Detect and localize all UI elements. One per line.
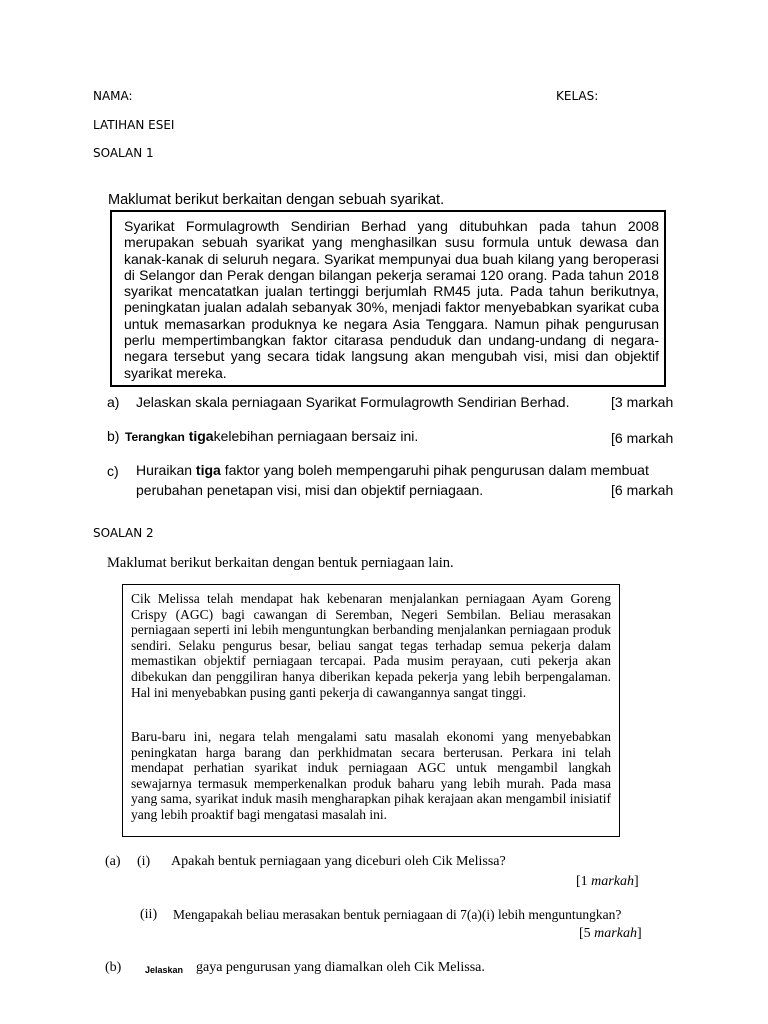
q2ai-mark-word: markah — [591, 874, 634, 889]
q2aii-label: (ii) — [140, 907, 158, 922]
q1a-label: a) — [107, 394, 120, 410]
q1b-label: b) — [107, 428, 120, 444]
q1c-mark: [6 markah — [611, 482, 674, 498]
q2aii-text: Mengapakah beliau merasakan bentuk perniagaan di 7(a)(i) lebih menguntungkan? — [173, 907, 622, 922]
soalan1-heading: SOALAN 1 — [93, 146, 154, 160]
q2aii-mark-close: ] — [636, 926, 642, 941]
q1c-bold: tiga — [195, 462, 221, 478]
q1b-prefix: Terangkan — [125, 430, 185, 444]
q1-passage-box — [110, 210, 666, 387]
q1b-bold: tiga — [188, 428, 214, 444]
q2ai-mark-open: [1 — [576, 874, 592, 889]
q2ai-text: Apakah bentuk perniagaan yang diceburi oleh Cik Melissa? — [171, 854, 506, 869]
q1a-mark: [3 markah — [611, 394, 674, 410]
latihan-heading: LATIHAN ESEI — [93, 118, 175, 132]
kelas-label: KELAS: — [556, 89, 599, 103]
q1c-text2: perubahan penetapan visi, misi dan objektif perniagaan. — [136, 482, 484, 498]
q1c-label: c) — [107, 463, 119, 479]
q2aii-mark-word: markah — [594, 926, 637, 941]
q2-para2: Baru-baru ini, negara telah mengalami satu masalah ekonomi yang menyebabkan peningkatan harga barang dan perkhidmatan secara berterusan. Perkara ini telah mendapat perhatian syarikat induk perniagaan AGC untuk mengambil langkah sewajarnya termasuk memperkenalkan produk baharu yang lebih murah. Pada masa yang sama, syarikat induk masih mengharapkan pihak kerajaan akan mengambil inisiatif yang lebih proaktif bagi mengatasi masalah ini. — [131, 729, 611, 822]
q1b-question — [125, 428, 418, 445]
soalan2-heading: SOALAN 2 — [93, 526, 154, 540]
q2a-label: (a) — [105, 854, 121, 869]
q2aii-mark-open: [5 — [579, 926, 595, 941]
q2b-label: (b) — [105, 960, 122, 975]
q1a-text: Jelaskan skala perniagaan Syarikat Formulagrowth Sendirian Berhad. — [136, 394, 570, 410]
q1b-mark: [6 markah — [611, 430, 674, 446]
q2ai-mark-close: ] — [633, 874, 639, 889]
q2b-small: Jelaskan — [145, 965, 184, 975]
q1c-prefix: Huraikan — [136, 462, 193, 478]
q2aii-mark — [579, 926, 642, 942]
q2-para1: Cik Melissa telah mendapat hak kebenaran menjalankan perniagaan Ayam Goreng Crispy (AGC) bagi cawangan di Seremban, Negeri Sembilan. Beliau merasakan perniagaan seperti ini lebih menguntungkan berbanding menjalankan perniagaan produk sendiri. Selaku pengurus besar, beliau sangat tegas terhadap semua pekerja dalam memastikan objektif perniagaan tercapai. Pada musim perayaan, cuti pekerja akan dibekukan dan penggiliran hanya diberikan kepada pekerja yang lebih berpengalaman. Hal ini menyebabkan pusing ganti pekerja di cawangannya sangat tinggi. — [131, 591, 611, 700]
q1-passage: Syarikat Formulagrowth Sendirian Berhad yang ditubuhkan pada tahun 2008 merupakan sebuah syarikat yang menghasilkan susu formula untuk dewasa dan kanak-kanak di seluruh negara. Syarikat mempunyai dua buah kilang yang beroperasi di Selangor dan Perak dengan bilangan pekerja seramai 120 orang. Pada tahun 2018 syarikat mencatatkan jualan tertinggi berjumlah RM45 juta. Pada tahun berikutnya, peningkatan jualan adalah sebanyak 30%, menjadi faktor menyebabkan syarikat cuba untuk memasarkan produknya ke negara Asia Tenggara. Namun pihak pengurusan perlu mempertimbangkan faktor citarasa penduduk dan undang-undang di negara-negara tersebut yang secara tidak langsung akan mengubah visi, misi dan objektif syarikat mereka. — [124, 218, 659, 381]
q1c-text1: faktor yang boleh mempengaruhi pihak pengurusan dalam membuat — [224, 462, 649, 478]
q2-passage-box — [122, 584, 620, 837]
q1-intro: Maklumat berikut berkaitan dengan sebuah syarikat. — [108, 192, 445, 208]
q2b-text: gaya pengurusan yang diamalkan oleh Cik Melissa. — [196, 960, 485, 975]
q1b-text: kelebihan perniagaan bersaiz ini. — [213, 428, 419, 444]
nama-label: NAMA: — [93, 89, 133, 103]
q1c-question — [136, 462, 649, 478]
q2ai-label: (i) — [137, 854, 151, 869]
q2-intro: Maklumat berikut berkaitan dengan bentuk perniagaan lain. — [107, 555, 454, 571]
q2ai-mark — [576, 874, 639, 890]
